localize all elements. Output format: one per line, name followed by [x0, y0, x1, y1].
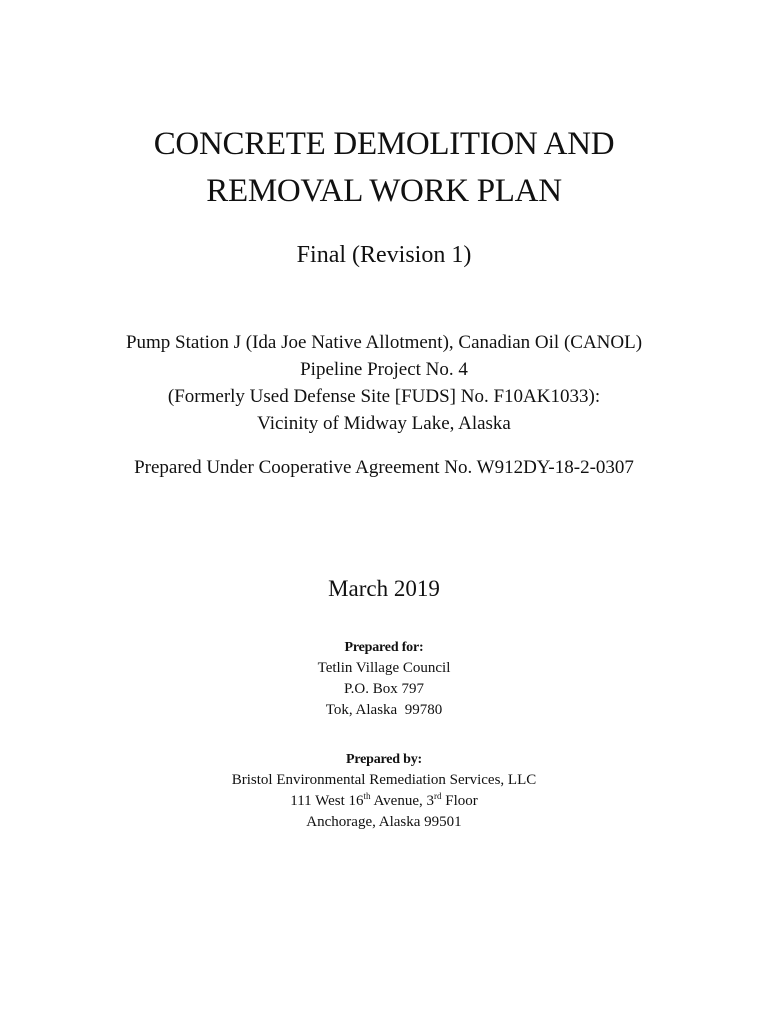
prepared-by-line-2	[0, 791, 768, 812]
address-street-part-1: 111 West 16	[290, 793, 364, 809]
prepared-by-line-3: Anchorage, Alaska 99501	[306, 814, 462, 830]
ordinal-suffix-rd: rd	[433, 791, 442, 801]
prepared-for-line-1: Tetlin Village Council	[317, 660, 451, 676]
site-description	[0, 329, 768, 437]
site-line-4: Vicinity of Midway Lake, Alaska	[257, 413, 511, 434]
prepared-for-line-3: Tok, Alaska 99780	[325, 702, 443, 718]
site-line-2: Pipeline Project No. 4	[300, 359, 468, 380]
title-line-1: CONCRETE DEMOLITION AND	[153, 126, 615, 162]
address-street-part-2: Avenue, 3	[370, 793, 434, 809]
prepared-for-block	[0, 637, 768, 721]
title-line-2: REMOVAL WORK PLAN	[206, 173, 562, 209]
ordinal-suffix-th: th	[363, 791, 371, 801]
site-line-3: (Formerly Used Defense Site [FUDS] No. F10AK1033):	[167, 386, 601, 407]
prepared-by-block	[0, 749, 768, 833]
site-line-1: Pump Station J (Ida Joe Native Allotment), Canadian Oil (CANOL)	[125, 332, 643, 353]
document-date: March 2019	[328, 576, 440, 601]
document-revision: Final (Revision 1)	[296, 242, 472, 268]
cooperative-agreement: Prepared Under Cooperative Agreement No. W912DY-18-2-0307	[134, 457, 634, 478]
document-title	[0, 121, 768, 215]
prepared-by-line-1: Bristol Environmental Remediation Services, LLC	[231, 772, 537, 788]
prepared-for-heading: Prepared for:	[344, 640, 424, 655]
prepared-for-line-2: P.O. Box 797	[343, 681, 425, 697]
address-street-part-3: Floor	[441, 793, 478, 809]
prepared-by-heading: Prepared by:	[345, 752, 423, 767]
